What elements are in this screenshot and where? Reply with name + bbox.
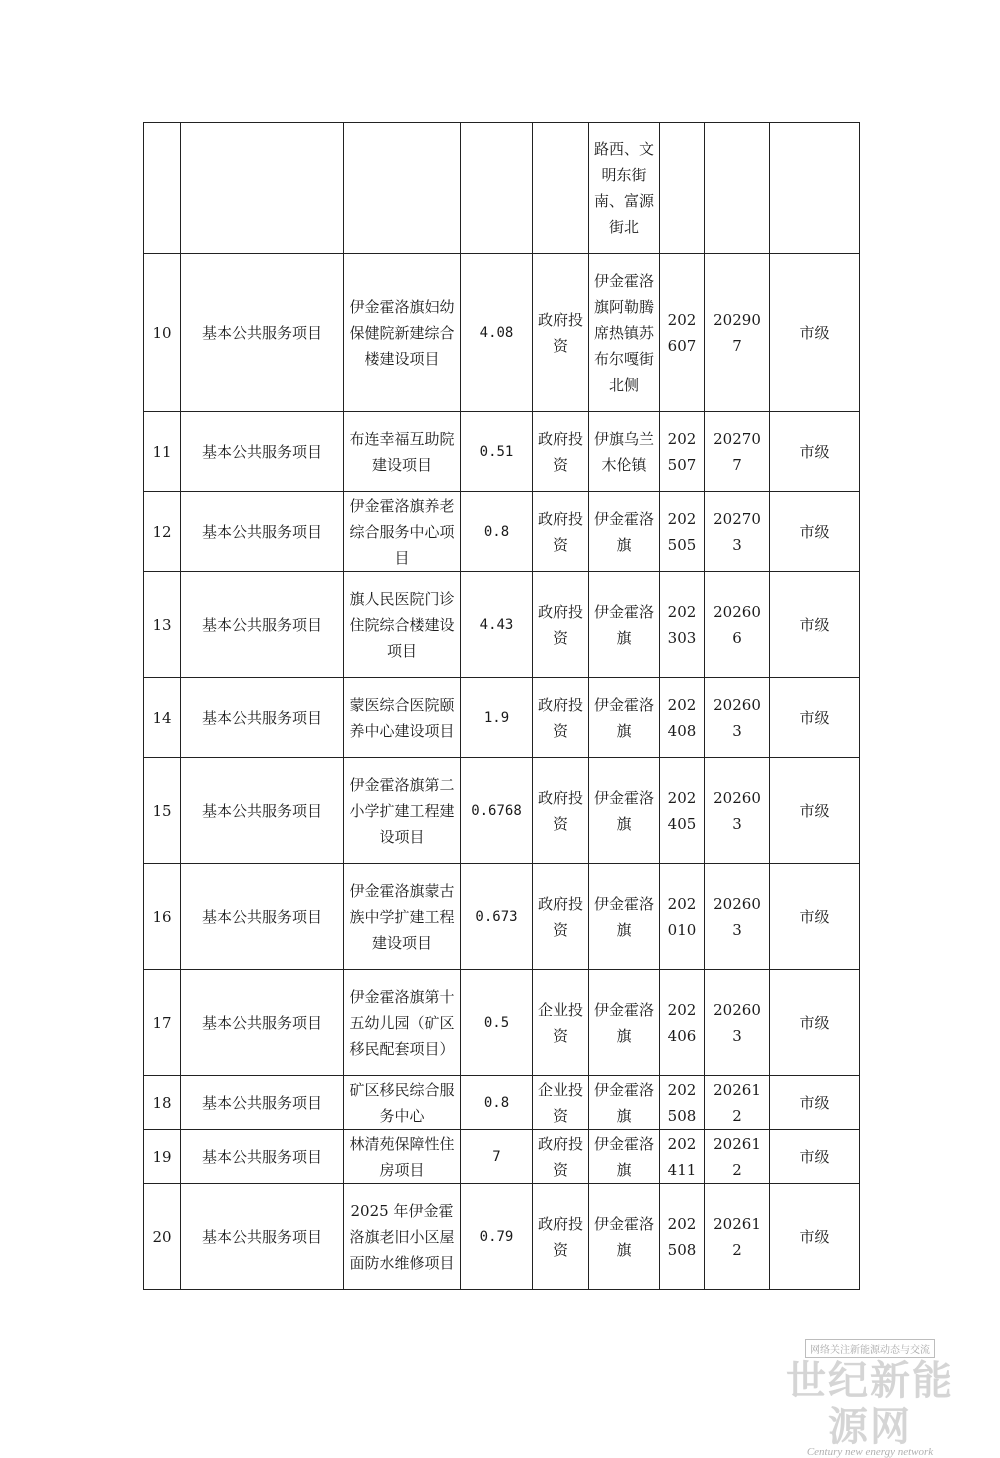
cell-funding: 政府投资: [533, 1184, 589, 1290]
cell-funding: 企业投资: [533, 970, 589, 1076]
cell-location: 伊金霍洛旗阿勒腾席热镇苏布尔嘎街北侧: [589, 254, 660, 412]
cell-end: 202703: [705, 492, 770, 572]
cell-project-name: 伊金霍洛旗蒙古族中学扩建工程建设项目: [344, 864, 461, 970]
cell-level: 市级: [770, 572, 860, 678]
table-row: [144, 492, 860, 572]
watermark-logo: [770, 1338, 970, 1458]
watermark-tagline: 网络关注新能源动态与交流: [805, 1339, 935, 1358]
cell-end: 202612: [705, 1076, 770, 1130]
cell-category: 基本公共服务项目: [181, 758, 344, 864]
cell-project-name: 伊金霍洛旗养老综合服务中心项目: [344, 492, 461, 572]
cell-category: 基本公共服务项目: [181, 970, 344, 1076]
cell-start: 202411: [660, 1130, 705, 1184]
cell-start: 202505: [660, 492, 705, 572]
cell-funding: 政府投资: [533, 758, 589, 864]
cell-project-name: [344, 123, 461, 254]
cell-start: 202508: [660, 1184, 705, 1290]
cell-funding: 政府投资: [533, 1130, 589, 1184]
table-row: [144, 254, 860, 412]
cell-amount: 0.8: [461, 492, 533, 572]
cell-seq: 14: [144, 678, 181, 758]
cell-amount: 0.6768: [461, 758, 533, 864]
cell-project-name: 2025 年伊金霍洛旗老旧小区屋面防水维修项目: [344, 1184, 461, 1290]
cell-start: 202507: [660, 412, 705, 492]
cell-location: 伊金霍洛旗: [589, 1130, 660, 1184]
cell-location: 伊金霍洛旗: [589, 1076, 660, 1130]
cell-end: 202707: [705, 412, 770, 492]
cell-start: 202508: [660, 1076, 705, 1130]
cell-level: 市级: [770, 864, 860, 970]
watermark-subtitle: Century new energy network: [806, 1446, 934, 1458]
cell-project-name: 伊金霍洛旗第二小学扩建工程建设项目: [344, 758, 461, 864]
cell-seq: 15: [144, 758, 181, 864]
cell-location: 伊金霍洛旗: [589, 492, 660, 572]
table-row-continued: [144, 123, 860, 254]
cell-amount: 0.8: [461, 1076, 533, 1130]
cell-category: 基本公共服务项目: [181, 412, 344, 492]
cell-amount: 7: [461, 1130, 533, 1184]
cell-funding: [533, 123, 589, 254]
cell-level: [770, 123, 860, 254]
cell-level: 市级: [770, 970, 860, 1076]
cell-category: 基本公共服务项目: [181, 254, 344, 412]
cell-end: [705, 123, 770, 254]
cell-location: 伊金霍洛旗: [589, 864, 660, 970]
cell-seq: 18: [144, 1076, 181, 1130]
cell-start: 202405: [660, 758, 705, 864]
cell-funding: 政府投资: [533, 412, 589, 492]
cell-category: 基本公共服务项目: [181, 1130, 344, 1184]
cell-level: 市级: [770, 1130, 860, 1184]
cell-category: 基本公共服务项目: [181, 678, 344, 758]
cell-category: 基本公共服务项目: [181, 1184, 344, 1290]
project-table: [143, 122, 860, 1290]
cell-end: 202907: [705, 254, 770, 412]
table-row: [144, 678, 860, 758]
cell-project-name: 矿区移民综合服务中心: [344, 1076, 461, 1130]
cell-funding: 政府投资: [533, 254, 589, 412]
cell-location: 伊金霍洛旗: [589, 1184, 660, 1290]
cell-funding: 政府投资: [533, 492, 589, 572]
cell-category: 基本公共服务项目: [181, 864, 344, 970]
cell-start: 202303: [660, 572, 705, 678]
cell-end: 202603: [705, 758, 770, 864]
cell-location: 伊金霍洛旗: [589, 572, 660, 678]
cell-project-name: 伊金霍洛旗妇幼保健院新建综合楼建设项目: [344, 254, 461, 412]
cell-level: 市级: [770, 412, 860, 492]
watermark-brand: 世纪新能源网: [786, 1357, 954, 1450]
cell-category: [181, 123, 344, 254]
cell-amount: [461, 123, 533, 254]
table-row: [144, 864, 860, 970]
table-row: [144, 1076, 860, 1130]
cell-start: [660, 123, 705, 254]
cell-location: 伊旗乌兰木伦镇: [589, 412, 660, 492]
cell-project-name: 布连幸福互助院建设项目: [344, 412, 461, 492]
cell-amount: 0.79: [461, 1184, 533, 1290]
cell-seq: 17: [144, 970, 181, 1076]
cell-end: 202603: [705, 678, 770, 758]
cell-seq: 20: [144, 1184, 181, 1290]
cell-end: 202612: [705, 1184, 770, 1290]
cell-amount: 0.673: [461, 864, 533, 970]
cell-location: 伊金霍洛旗: [589, 970, 660, 1076]
cell-funding: 政府投资: [533, 572, 589, 678]
table-row: [144, 412, 860, 492]
table-row: [144, 1130, 860, 1184]
cell-amount: 0.51: [461, 412, 533, 492]
cell-funding: 政府投资: [533, 678, 589, 758]
cell-level: 市级: [770, 678, 860, 758]
cell-end: 202603: [705, 970, 770, 1076]
cell-seq: 16: [144, 864, 181, 970]
cell-location: 伊金霍洛旗: [589, 678, 660, 758]
cell-level: 市级: [770, 1076, 860, 1130]
cell-project-name: 伊金霍洛旗第十五幼儿园（矿区移民配套项目）: [344, 970, 461, 1076]
cell-amount: 1.9: [461, 678, 533, 758]
table-row: [144, 970, 860, 1076]
cell-project-name: 旗人民医院门诊住院综合楼建设项目: [344, 572, 461, 678]
cell-start: 202408: [660, 678, 705, 758]
cell-amount: 0.5: [461, 970, 533, 1076]
cell-end: 202603: [705, 864, 770, 970]
cell-end: 202606: [705, 572, 770, 678]
cell-project-name: 林清苑保障性住房项目: [344, 1130, 461, 1184]
cell-amount: 4.08: [461, 254, 533, 412]
cell-category: 基本公共服务项目: [181, 1076, 344, 1130]
cell-category: 基本公共服务项目: [181, 572, 344, 678]
cell-start: 202607: [660, 254, 705, 412]
cell-seq: 10: [144, 254, 181, 412]
table-row: [144, 1184, 860, 1290]
table-row: [144, 572, 860, 678]
cell-seq: 13: [144, 572, 181, 678]
cell-end: 202612: [705, 1130, 770, 1184]
cell-level: 市级: [770, 1184, 860, 1290]
cell-seq: 19: [144, 1130, 181, 1184]
cell-category: 基本公共服务项目: [181, 492, 344, 572]
cell-seq: [144, 123, 181, 254]
cell-seq: 12: [144, 492, 181, 572]
cell-level: 市级: [770, 758, 860, 864]
table-row: [144, 758, 860, 864]
cell-amount: 4.43: [461, 572, 533, 678]
cell-funding: 政府投资: [533, 864, 589, 970]
cell-start: 202010: [660, 864, 705, 970]
cell-start: 202406: [660, 970, 705, 1076]
cell-project-name: 蒙医综合医院颐养中心建设项目: [344, 678, 461, 758]
cell-funding: 企业投资: [533, 1076, 589, 1130]
cell-level: 市级: [770, 254, 860, 412]
cell-level: 市级: [770, 492, 860, 572]
cell-location: 伊金霍洛旗: [589, 758, 660, 864]
cell-seq: 11: [144, 412, 181, 492]
cell-location: 路西、文明东街南、富源街北: [589, 123, 660, 254]
